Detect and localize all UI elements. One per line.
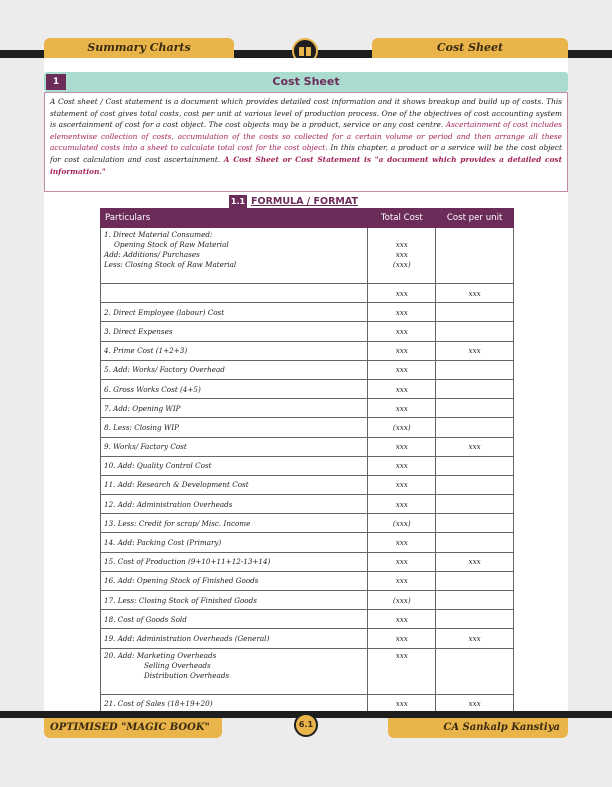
header-left-tab: Summary Charts [44, 38, 234, 58]
unit-cell [436, 591, 514, 610]
total-cell: xxx [368, 303, 436, 322]
unit-cell [436, 495, 514, 514]
footer-author: CA Sankalp Kanstiya [388, 718, 568, 738]
footer-page-number: 6.1 [294, 713, 318, 737]
row-label: Selling Overheads [144, 660, 211, 670]
particulars-cell: 6. Gross Works Cost (4+5) [101, 379, 368, 398]
table-row [101, 648, 514, 694]
intro-paragraph [50, 96, 562, 177]
unit-cell: xxx [436, 629, 514, 648]
unit-cell: xxx [436, 694, 514, 713]
total-cell: xxx [368, 322, 436, 341]
particulars-cell [101, 228, 368, 284]
table-row [101, 341, 514, 360]
table-row [101, 322, 514, 341]
total-cell: xxx [368, 360, 436, 379]
cost-sheet-table [100, 208, 514, 714]
unit-cell [436, 533, 514, 552]
table-row [101, 514, 514, 533]
total-cell: xxx [368, 533, 436, 552]
row-label: 1. Direct Material Consumed: [104, 230, 213, 239]
unit-cell: xxx [436, 552, 514, 571]
unit-cell: xxx [436, 284, 514, 303]
total-cell: xxx [368, 694, 436, 713]
total-cell: xxx [368, 610, 436, 629]
unit-cell [436, 610, 514, 629]
total-cell: (xxx) [368, 591, 436, 610]
table-row [101, 456, 514, 475]
unit-cell [436, 648, 514, 694]
particulars-cell: 3. Direct Expenses [101, 322, 368, 341]
particulars-cell: 10. Add: Quality Control Cost [101, 456, 368, 475]
formula-title: FORMULA / FORMAT [251, 196, 358, 207]
particulars-cell: 15. Cost of Production (9+10+11+12-13+14) [101, 552, 368, 571]
total-cell: xxx [368, 437, 436, 456]
unit-cell [436, 379, 514, 398]
particulars-cell [101, 284, 368, 303]
table-row [101, 533, 514, 552]
intro-text-3: In this chapter, a product or a service will be the cost object for cost calculation and cost ascertainment. [50, 143, 562, 164]
intro-text-1: A Cost sheet / Cost statement is a document which provides detailed cost information and it shows breakup and build up of costs. This statement of cost gives total costs, cost per unit at various level of production process. One of the objectives of cost accounting system is ascertainment of cost for a cost object. The cost objects may be a product, service or any cost centre. [50, 97, 562, 130]
table-row [101, 303, 514, 322]
particulars-cell: 14. Add: Packing Cost (Primary) [101, 533, 368, 552]
header-total-cost: Total Cost [368, 209, 436, 228]
intro-text-4: A Cost Sheet or Cost Statement is "a document which provides a detailed cost information." [50, 154, 562, 176]
unit-cell [436, 303, 514, 322]
footer-book-title: OPTIMISED "MAGIC BOOK" [44, 718, 222, 738]
unit-cell [436, 360, 514, 379]
total-cell: xxx [368, 648, 436, 694]
particulars-cell: 2. Direct Employee (labour) Cost [101, 303, 368, 322]
table-row [101, 591, 514, 610]
table-row [101, 399, 514, 418]
table-row [101, 379, 514, 398]
section-title: Cost Sheet [272, 75, 340, 88]
table-row [101, 360, 514, 379]
unit-cell [436, 571, 514, 590]
total-cell: (xxx) [368, 514, 436, 533]
total-cell: xxx [368, 399, 436, 418]
unit-cell [436, 475, 514, 494]
table-row [101, 629, 514, 648]
row-label: Distribution Overheads [144, 670, 230, 680]
particulars-cell: 11. Add: Research & Development Cost [101, 475, 368, 494]
table-row [101, 284, 514, 303]
unit-cell [436, 228, 514, 284]
table-row [101, 495, 514, 514]
total-cell: xxx [368, 284, 436, 303]
intro-text-2: Ascertainment of cost includes elementwise collection of costs, accumulation of the costs so collected for a certain volume or period and then arrange all these accumulated costs into a sheet to calculate total cost for the cost object. [50, 120, 562, 153]
row-label: Opening Stock of Raw Material [114, 240, 229, 249]
particulars-cell: 5. Add: Works/ Factory Overhead [101, 360, 368, 379]
total-cell [368, 228, 436, 284]
total-cell: xxx [368, 379, 436, 398]
row-label: Less: Closing Stock of Raw Material [104, 260, 237, 269]
particulars-cell: 9. Works/ Factory Cost [101, 437, 368, 456]
row-label: Add: Additions/ Purchases [104, 250, 200, 259]
header-particulars: Particulars [101, 209, 368, 228]
particulars-cell: 16. Add: Opening Stock of Finished Goods [101, 571, 368, 590]
header-right-tab: Cost Sheet [372, 38, 568, 58]
table-header-row [101, 209, 514, 228]
table-row [101, 475, 514, 494]
total-cell: xxx [368, 571, 436, 590]
particulars-cell: 18. Cost of Goods Sold [101, 610, 368, 629]
row-value: (xxx) [392, 260, 411, 269]
unit-cell: xxx [436, 437, 514, 456]
unit-cell [436, 514, 514, 533]
particulars-cell: 8. Less: Closing WIP [101, 418, 368, 437]
row-value: xxx [395, 240, 408, 249]
particulars-cell: 19. Add: Administration Overheads (General) [101, 629, 368, 648]
table-row [101, 437, 514, 456]
total-cell: (xxx) [368, 418, 436, 437]
unit-cell [436, 418, 514, 437]
particulars-cell: 4. Prime Cost (1+2+3) [101, 341, 368, 360]
table-row [101, 418, 514, 437]
particulars-cell: 17. Less: Closing Stock of Finished Goods [101, 591, 368, 610]
intro-box [44, 92, 568, 192]
header-cost-per-unit: Cost per unit [436, 209, 514, 228]
section-number: 1 [46, 74, 66, 90]
total-cell: xxx [368, 475, 436, 494]
table-row [101, 571, 514, 590]
particulars-cell: 7. Add: Opening WIP [101, 399, 368, 418]
unit-cell [436, 399, 514, 418]
particulars-cell: 12. Add: Administration Overheads [101, 495, 368, 514]
total-cell: xxx [368, 552, 436, 571]
unit-cell [436, 322, 514, 341]
row-value: xxx [395, 250, 408, 259]
total-cell: xxx [368, 341, 436, 360]
particulars-cell: 13. Less: Credit for scrap/ Misc. Income [101, 514, 368, 533]
unit-cell: xxx [436, 341, 514, 360]
formula-number: 1.1 [230, 197, 246, 206]
table-row [101, 552, 514, 571]
table-row [101, 610, 514, 629]
unit-cell [436, 456, 514, 475]
total-cell: xxx [368, 456, 436, 475]
total-cell: xxx [368, 495, 436, 514]
particulars-cell: 21. Cost of Sales (18+19+20) [101, 694, 368, 713]
particulars-cell [101, 648, 368, 694]
row-label: 20. Add: Marketing Overheads [104, 650, 217, 660]
total-cell: xxx [368, 629, 436, 648]
table-row [101, 228, 514, 284]
